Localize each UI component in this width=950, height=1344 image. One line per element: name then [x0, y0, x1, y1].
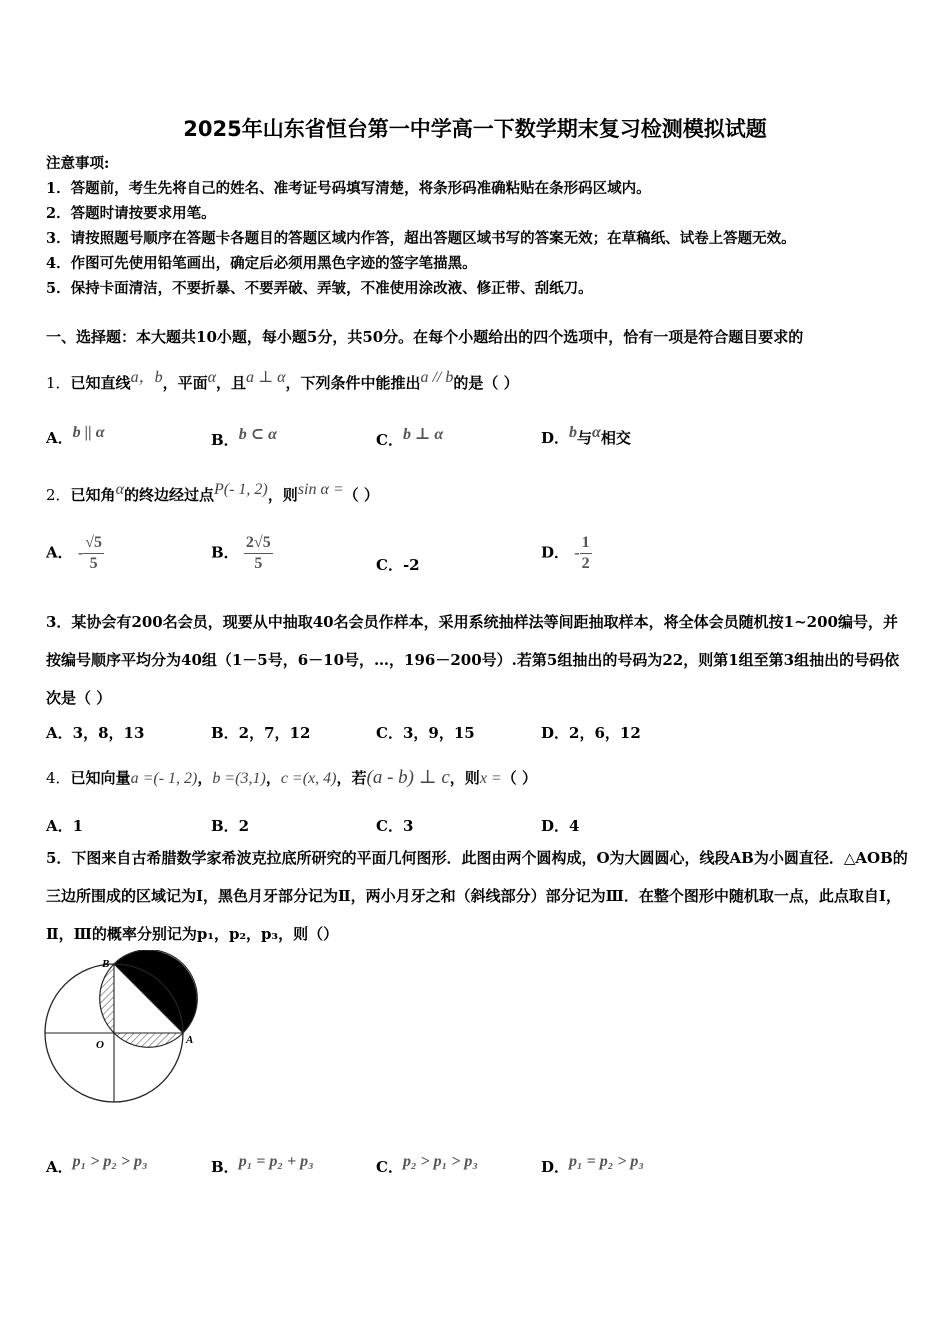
- q1-text: ，且: [216, 374, 247, 392]
- option-text: 相交: [600, 429, 631, 447]
- q1-text: ，下列条件中能推出: [285, 374, 421, 392]
- q1-text: ，平面: [162, 374, 208, 392]
- hatched-lune-bottom: [114, 1033, 183, 1047]
- option-label: A．: [46, 429, 73, 447]
- label-a: A: [186, 1034, 194, 1046]
- option-math: p₁ = p₂ > p₃: [569, 1153, 644, 1170]
- notice-item: 2．答题时请按要求用笔。: [46, 205, 216, 222]
- black-lune-fill: [114, 950, 197, 1033]
- option-math: b || α: [72, 424, 105, 441]
- option-math: α: [592, 424, 601, 441]
- option-c[interactable]: [376, 554, 420, 575]
- hatched-lune-left: [100, 964, 114, 1033]
- option-label: D．: [541, 543, 570, 562]
- q4-text: （ ）: [501, 769, 537, 787]
- q2-math: sin α =: [297, 481, 344, 498]
- notice-item: 1．答题前，考生先将自己的姓名、准考证号码填写清楚，将条形码准确粘贴在条形码区域内。: [46, 180, 651, 197]
- q2-text: 已知角: [70, 486, 116, 504]
- q4-math: b =(3,1): [212, 770, 266, 787]
- fraction: [244, 533, 273, 574]
- q2-math: P(- 1, 2): [213, 481, 268, 498]
- hippocrates-lune-figure: [40, 950, 205, 1110]
- option-b[interactable]: [211, 533, 273, 574]
- option-d[interactable]: [541, 424, 631, 448]
- option-d[interactable]: [541, 533, 592, 574]
- option-math: b ⊥ α: [402, 426, 444, 443]
- notice-item: 4．作图可先使用铅笔画出，确定后必须用黑色字迹的签字笔描黑。: [46, 255, 477, 272]
- numerator: 2√5: [244, 533, 273, 554]
- denominator: 5: [89, 555, 98, 572]
- option-label: A．: [46, 1158, 73, 1176]
- label-o: O: [96, 1039, 104, 1051]
- option-c[interactable]: C．3: [376, 817, 414, 835]
- option-c[interactable]: [376, 1153, 478, 1177]
- question-4: 4．已知向量a =(- 1, 2)，b =(3,1)，c =(x, 4)，若(a - b) ⊥ c，则x =（ ）: [46, 767, 537, 788]
- option-d[interactable]: D．2，6，12: [541, 724, 641, 742]
- option-d[interactable]: D．4: [541, 817, 580, 835]
- q4-text: ，则: [449, 769, 480, 787]
- q1-math: a ⊥ α: [246, 369, 286, 386]
- question-3: 3．某协会有200名会员，现要从中抽取40名会员作样本，采用系统抽样法等间距抽取样本，将全体会员随机按1~200编号，并按编号顺序平均分为40组（1－5号，6－10号，…，196－200号）.若第5组抽出的号码为22，则第1组至第3组抽出的号码依次是（ ）: [46, 613, 900, 707]
- q4-math: c =(x, 4): [280, 770, 337, 787]
- option-label: B．: [211, 431, 239, 449]
- option-b[interactable]: B．2: [211, 817, 250, 835]
- option-label: C．: [376, 431, 403, 449]
- fraction: [83, 533, 104, 574]
- option-sign: -: [574, 544, 580, 562]
- q1-math: a，b: [130, 369, 163, 386]
- page-title: 2025年山东省恒台第一中学高一下数学期末复习检测模拟试题: [183, 117, 767, 141]
- notice-item: 5．保持卡面清洁，不要折暴、不要弄破、弄皱，不准使用涂改液、修正带、刮纸刀。: [46, 280, 593, 297]
- numerator: √5: [83, 533, 104, 554]
- option-b[interactable]: B．2，7，12: [211, 724, 311, 742]
- option-math: p₂ > p₁ > p₃: [402, 1153, 478, 1170]
- fraction: [580, 533, 592, 574]
- section-heading: 一、选择题：本大题共10小题，每小题5分，共50分。在每个小题给出的四个选项中，恰有一项是符合题目要求的: [46, 328, 804, 346]
- option-label: B．: [211, 1158, 239, 1176]
- q4-text: ，若: [336, 769, 367, 787]
- option-math: p₁ > p₂ > p₃: [72, 1153, 148, 1170]
- q1-math: α: [207, 369, 216, 386]
- notice-item: 3．请按照题号顺序在答题卡各题目的答题区域内作答，超出答题区域书写的答案无效；在草稿纸、试卷上答题无效。: [46, 230, 796, 247]
- option-label: A．: [46, 543, 73, 562]
- q1-text: 的是（ ）: [453, 374, 519, 392]
- option-label: D．: [541, 1158, 570, 1176]
- q4-text: 已知向量: [70, 769, 131, 787]
- notice-heading: 注意事项:: [46, 155, 110, 172]
- option-sign: -: [77, 544, 84, 562]
- option-label: B．: [211, 543, 239, 562]
- question-number: 1．: [46, 374, 71, 392]
- q2-text: ，则: [267, 486, 298, 504]
- option-b[interactable]: [211, 1153, 314, 1177]
- option-value: -2: [402, 556, 420, 574]
- option-b[interactable]: [211, 424, 277, 450]
- option-label: D．: [541, 429, 570, 447]
- q1-math: a // b: [420, 369, 454, 386]
- label-b: B: [102, 958, 110, 970]
- denominator: 5: [254, 555, 263, 572]
- question-2: [46, 481, 379, 505]
- numerator: 1: [580, 533, 592, 554]
- q4-math: x =: [479, 770, 502, 787]
- q1-text: 已知直线: [70, 374, 131, 392]
- question-number: 2．: [46, 486, 71, 504]
- q4-math: (a - b) ⊥ c: [366, 767, 450, 788]
- q2-text: 的终边经过点: [123, 486, 214, 504]
- option-c[interactable]: C．3，9，15: [376, 724, 475, 742]
- question-5: 5．下图来自古希腊数学家希波克拉底所研究的平面几何图形．此图由两个圆构成，O为大圆圆心，线段AB为小圆直径．△AOB的三边所围成的区域记为I，黑色月牙部分记为Ⅱ，两小月牙之和（斜线部分）部分记为Ⅲ．在整个图形中随机取一点，此点取自Ⅰ，Ⅱ，Ⅲ的概率分别记为p₁，p₂，p₃，则（）: [46, 849, 908, 943]
- denominator: 2: [581, 555, 590, 572]
- question-1: [46, 364, 519, 393]
- q4-math: a =(- 1, 2): [130, 770, 198, 787]
- option-label: C．: [376, 1158, 403, 1176]
- option-math: p₁ = p₂ + p₃: [238, 1153, 314, 1170]
- option-c[interactable]: [376, 424, 443, 450]
- option-label: C．: [376, 556, 403, 574]
- option-a[interactable]: [46, 424, 105, 448]
- option-d[interactable]: [541, 1153, 644, 1177]
- option-a[interactable]: A．1: [46, 817, 84, 835]
- option-text: 与: [577, 429, 593, 447]
- option-math: b ⊂ α: [238, 426, 277, 443]
- option-a[interactable]: [46, 533, 104, 574]
- option-a[interactable]: [46, 1153, 148, 1177]
- option-a[interactable]: A．3，8，13: [46, 724, 145, 742]
- option-math: b: [569, 424, 578, 441]
- q2-math: α: [115, 481, 124, 498]
- q2-text: （ ）: [343, 486, 379, 504]
- question-number: 4．: [46, 769, 71, 787]
